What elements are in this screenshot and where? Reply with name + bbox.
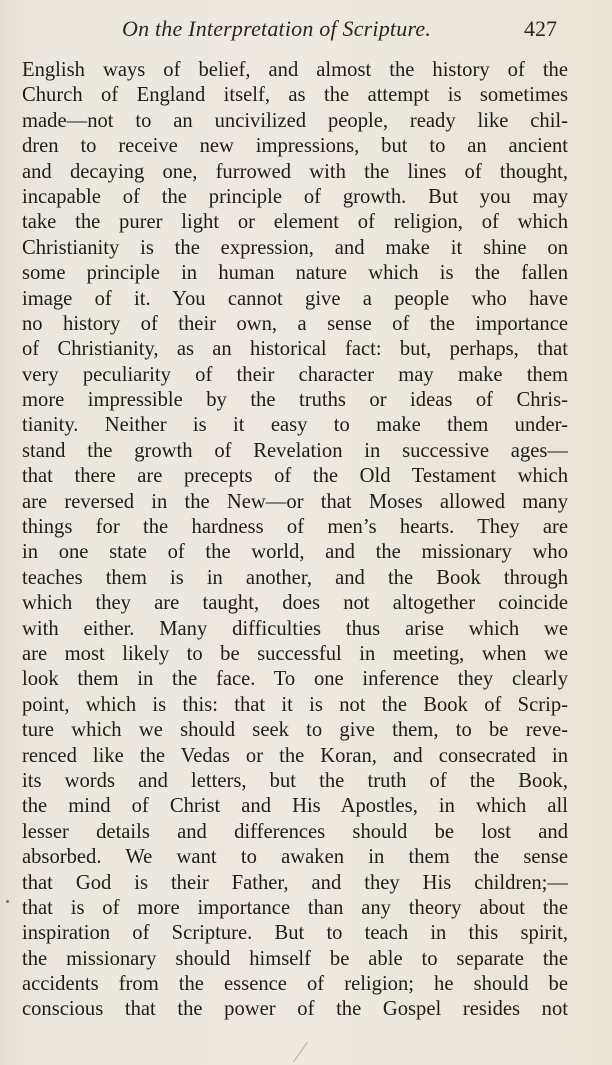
paper-scratch [293,1042,308,1062]
text-line: which they are taught, does not altogether coincide [22,592,568,615]
text-line: accidents from the essence of religion; he should be [22,973,568,996]
running-title: On the Interpretation of Scripture. [122,16,432,41]
text-line: English ways of belief, and almost the history of the [22,59,568,81]
text-line: tianity. Neither is it easy to make them under- [22,414,568,437]
text-line: and decaying one, furrowed with the lines of thought, [22,160,568,183]
running-header [0,16,612,46]
text-line: stand the growth of Revelation in successive ages— [22,439,568,462]
text-line: point, which is this: that it is not the Book of Scrip- [22,693,568,716]
text-line: renced like the Vedas or the Koran, and consecrated in [22,744,568,767]
text-line: are reversed in the New—or that Moses allowed many [22,490,568,513]
text-line: its words and letters, but the truth of the Book, [22,769,568,792]
text-line: teaches them is in another, and the Book through [22,566,568,589]
body-text [22,58,568,1023]
text-line: look them in the face. To one inference they clearly [22,668,568,691]
text-line: things for the hardness of men’s hearts. They are [22,516,568,539]
ink-speck [6,900,9,903]
text-line: no history of their own, a sense of the importance [22,312,568,335]
text-line: absorbed. We want to awaken in them the sense [22,846,568,869]
text-line: ture which we should seek to give them, to be reve- [22,719,568,742]
text-line: more impressible by the truths or ideas of Chris- [22,389,568,412]
text-line: dren to receive new impressions, but to an ancient [22,135,568,158]
text-line: image of it. You cannot give a people who have [22,287,568,310]
text-line: Church of England itself, as the attempt is sometimes [22,84,568,107]
text-line: some principle in human nature which is the fallen [22,262,568,285]
text-line: that is of more importance than any theory about the [22,896,568,919]
text-line: conscious that the power of the Gospel resides not [22,998,568,1021]
text-line: incapable of the principle of growth. But you may [22,185,568,208]
text-line: of Christianity, as an historical fact: but, perhaps, that [22,338,568,361]
text-line: that God is their Father, and they His children;— [22,871,568,894]
text-line: inspiration of Scripture. But to teach in this spirit, [22,922,568,945]
text-line: in one state of the world, and the missionary who [22,541,568,564]
text-line: are most likely to be successful in meeting, when we [22,642,568,665]
text-line: the mind of Christ and His Apostles, in which all [22,795,568,818]
text-line: lesser details and differences should be lost and [22,820,568,843]
text-line: Christianity is the expression, and make it shine on [22,236,568,259]
text-line: that there are precepts of the Old Testament which [22,465,568,488]
text-line: take the purer light or element of religion, of which [22,211,568,234]
page-number: 427 [524,16,557,41]
text-line: very peculiarity of their character may make them [22,363,568,386]
text-line: made—not to an uncivilized people, ready like chil- [22,109,568,132]
text-line: the missionary should himself be able to separate the [22,947,568,970]
text-line: with either. Many difficulties thus arise which we [22,617,568,640]
